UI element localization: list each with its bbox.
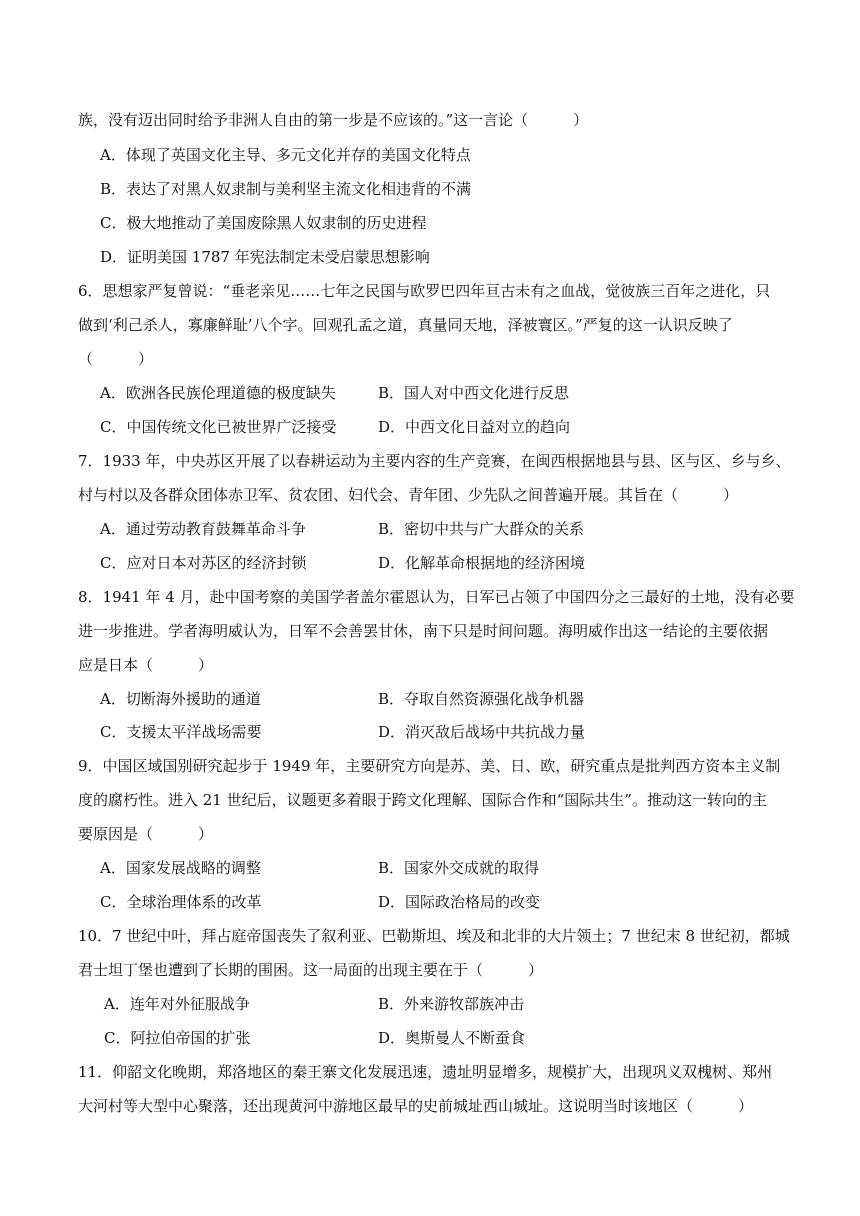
question-11-stem-line-2: 大河村等大型中心聚落，还出现黄河中游地区最早的史前城址西山城址。这说明当时该地区（ ） [78,1097,754,1115]
question-8-option-a: A．切断海外援助的通道 [100,690,261,708]
question-8-option-d: D．消灭敌后战场中共抗战力量 [378,723,586,741]
question-7-stem-line-2: 村与村以及各群众团体赤卫军、贫农团、妇代会、青年团、少先队之间普遍开展。其旨在（ ） [78,486,739,504]
question-6-answer-blank: （ ） [78,350,154,368]
question-6-stem-line-2: 做到‘利己杀人，寡廉鲜耻’八个字。回观孔孟之道，真量同天地，泽被寰区。”严复的这一认识反映了 [78,316,733,334]
question-8-stem-line-1: 8．1941 年 4 月，赴中国考察的美国学者盖尔霍恩认为，日军已占领了中国四分之三最好的土地，没有必要 [78,588,795,606]
question-7-option-c: C．应对日本对苏区的经济封锁 [100,554,307,572]
question-6-stem-line-1: 6．思想家严复曾说：“垂老亲见……七年之民国与欧罗巴四年亘古未有之血战，觉彼族三百年之进化，只 [78,282,771,300]
question-5-option-a: A．体现了英国文化主导、多元文化并存的美国文化特点 [100,146,471,164]
question-7-stem-line-1: 7．1933 年，中央苏区开展了以春耕运动为主要内容的生产竞赛，在闽西根据地县与县、区与区、乡与乡、 [78,452,791,470]
question-9-stem-line-2: 度的腐朽性。进入 21 世纪后，议题更多着眼于跨文化理解、国际合作和“国际共生”。推动这一转向的主 [78,791,767,809]
question-8-option-c: C．支援太平洋战场需要 [100,723,262,741]
question-9-stem-line-3: 要原因是（ ） [78,825,214,843]
question-8-stem-line-3: 应是日本（ ） [78,656,214,674]
question-7-option-d: D．化解革命根据地的经济困境 [378,554,586,572]
question-9-option-c: C．全球治理体系的改革 [100,893,262,911]
question-5-stem-tail: 族，没有迈出同时给予非洲人自由的第一步是不应该的。”这一言论（ ） [78,111,589,129]
question-5-option-c: C．极大地推动了美国废除黑人奴隶制的历史进程 [100,214,427,232]
question-9-stem-line-1: 9．中国区域国别研究起步于 1949 年，主要研究方向是苏、美、日、欧，研究重点是批判西方资本主义制 [78,757,781,775]
question-7-option-b: B．密切中共与广大群众的关系 [378,520,585,538]
question-8-stem-line-2: 进一步推进。学者海明威认为，日军不会善罢甘休，南下只是时间问题。海明威作出这一结论的主要依据 [78,622,769,640]
question-10-option-a: A．连年对外征服战争 [104,995,250,1013]
question-9-option-a: A．国家发展战略的调整 [100,859,261,877]
question-11-stem-line-1: 11．仰韶文化晚期，郑洛地区的秦王寨文化发展迅速，遗址明显增多，规模扩大，出现巩义双槐树、郑州 [78,1063,773,1081]
question-9-option-b: B．国家外交成就的取得 [378,859,540,877]
question-6-option-b: B．国人对中西文化进行反思 [378,384,570,402]
question-10-option-d: D．奥斯曼人不断蚕食 [378,1029,526,1047]
question-10-stem-line-2: 君士坦丁堡也遭到了长期的围困。这一局面的出现主要在于（ ） [78,961,544,979]
question-10-option-b: B．外来游牧部族冲击 [378,995,525,1013]
question-8-option-b: B．夺取自然资源强化战争机器 [378,690,585,708]
question-6-option-d: D．中西文化日益对立的趋向 [378,418,571,436]
question-9-option-d: D．国际政治格局的改变 [378,893,541,911]
question-5-option-d: D．证明美国 1787 年宪法制定未受启蒙思想影响 [100,248,430,266]
question-10-stem-line-1: 10．7 世纪中叶，拜占庭帝国丧失了叙利亚、巴勒斯坦、埃及和北非的大片领土；7 世纪末 8 世纪初，都城 [78,927,790,945]
question-10-option-c: C．阿拉伯帝国的扩张 [104,1029,251,1047]
question-5-option-b: B．表达了对黑人奴隶制与美利坚主流文化相违背的不满 [100,180,472,198]
question-6-option-c: C．中国传统文化已被世界广泛接受 [100,418,337,436]
question-6-option-a: A．欧洲各民族伦理道德的极度缺失 [100,384,336,402]
question-7-option-a: A．通过劳动教育鼓舞革命斗争 [100,520,306,538]
